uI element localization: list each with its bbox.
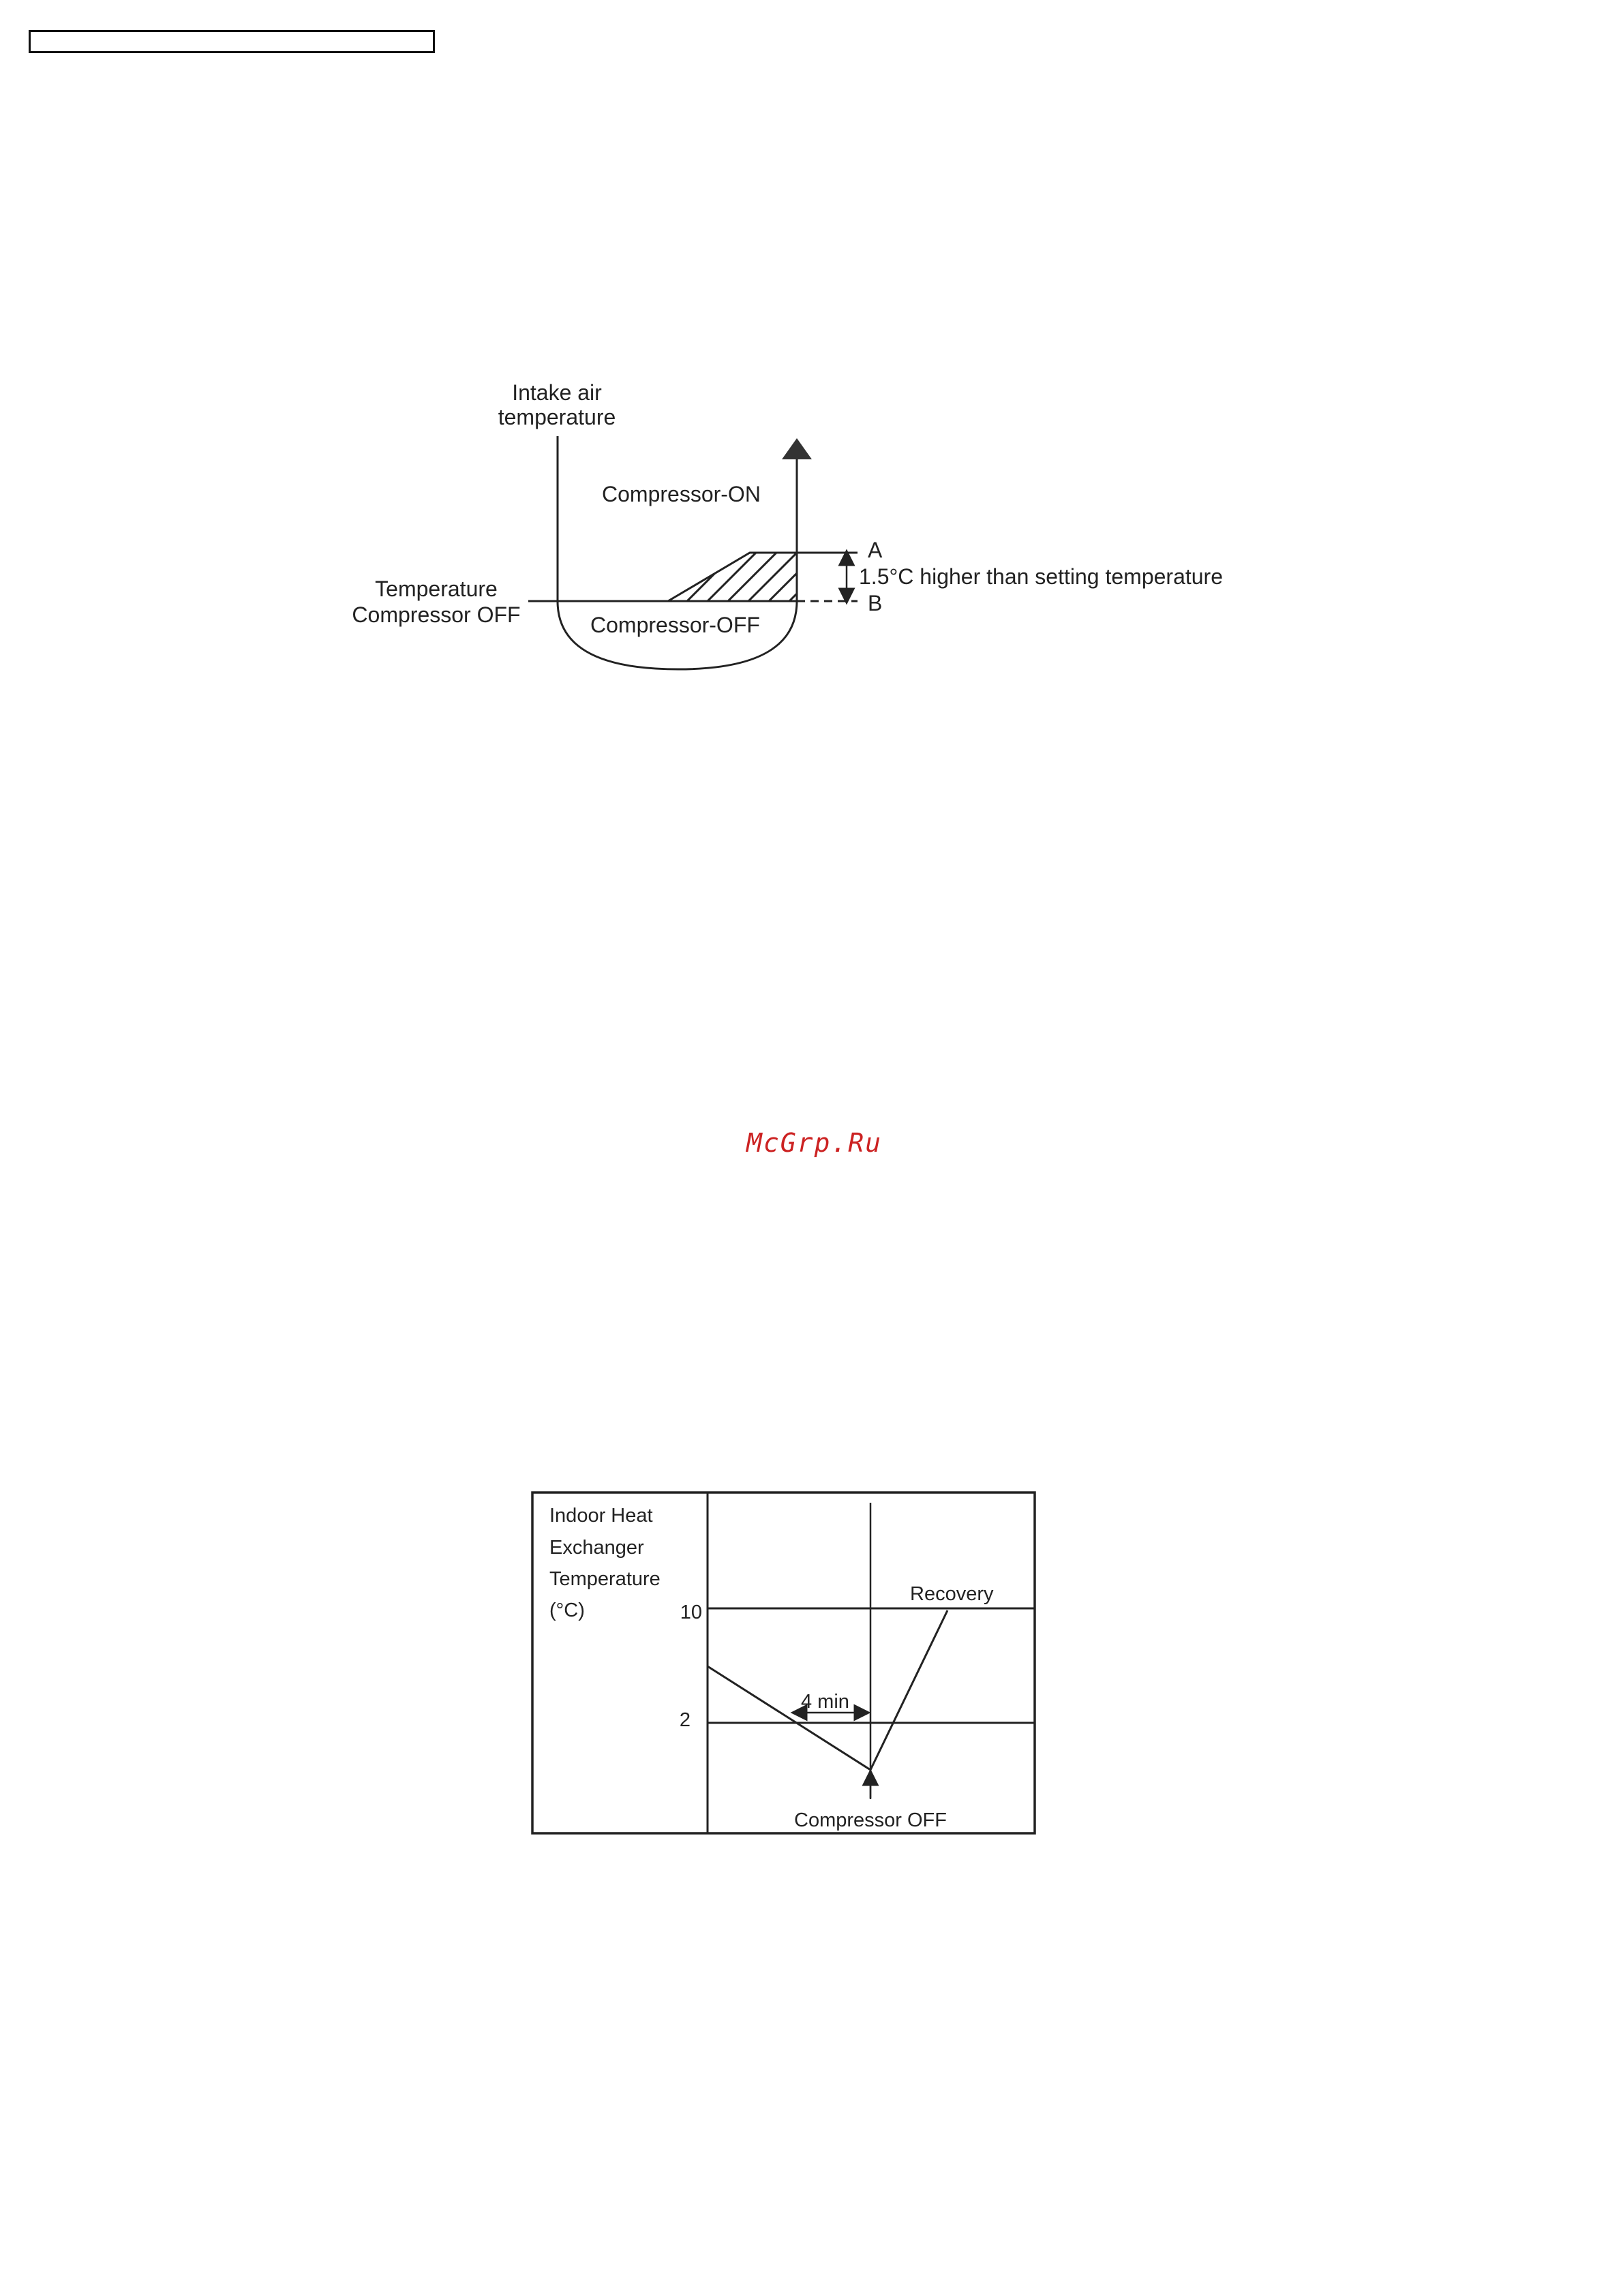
intake-air-diagram [352, 380, 1223, 669]
y-label-line2: Exchanger [549, 1537, 644, 1559]
recovery-label: Recovery [910, 1583, 994, 1605]
temperature-curve [708, 1610, 947, 1770]
y-axis-label-line2: temperature [498, 405, 616, 429]
left-label-line1: Temperature [375, 577, 498, 601]
tick-2-label: 2 [679, 1709, 691, 1731]
left-label-line2: Compressor OFF [352, 602, 521, 627]
compressor-off-bottom-label: Compressor OFF [794, 1809, 947, 1831]
heat-exchanger-diagram [532, 1493, 1035, 1833]
point-a-label: A [868, 538, 883, 562]
y-axis-label-line1: Intake air [512, 380, 602, 405]
threshold-note: 1.5°C higher than setting temperature [859, 564, 1223, 589]
duration-label: 4 min [801, 1691, 849, 1713]
tick-10-label: 10 [680, 1602, 702, 1623]
point-b-label: B [868, 591, 883, 615]
y-label-line1: Indoor Heat [549, 1505, 653, 1527]
up-arrow-icon [782, 438, 812, 459]
compressor-on-label: Compressor-ON [602, 482, 761, 506]
watermark: McGrp.Ru [746, 1128, 883, 1158]
y-label-line4: (°C) [549, 1599, 585, 1621]
compressor-off-label: Compressor-OFF [590, 613, 760, 637]
y-label-line3: Temperature [549, 1568, 661, 1590]
